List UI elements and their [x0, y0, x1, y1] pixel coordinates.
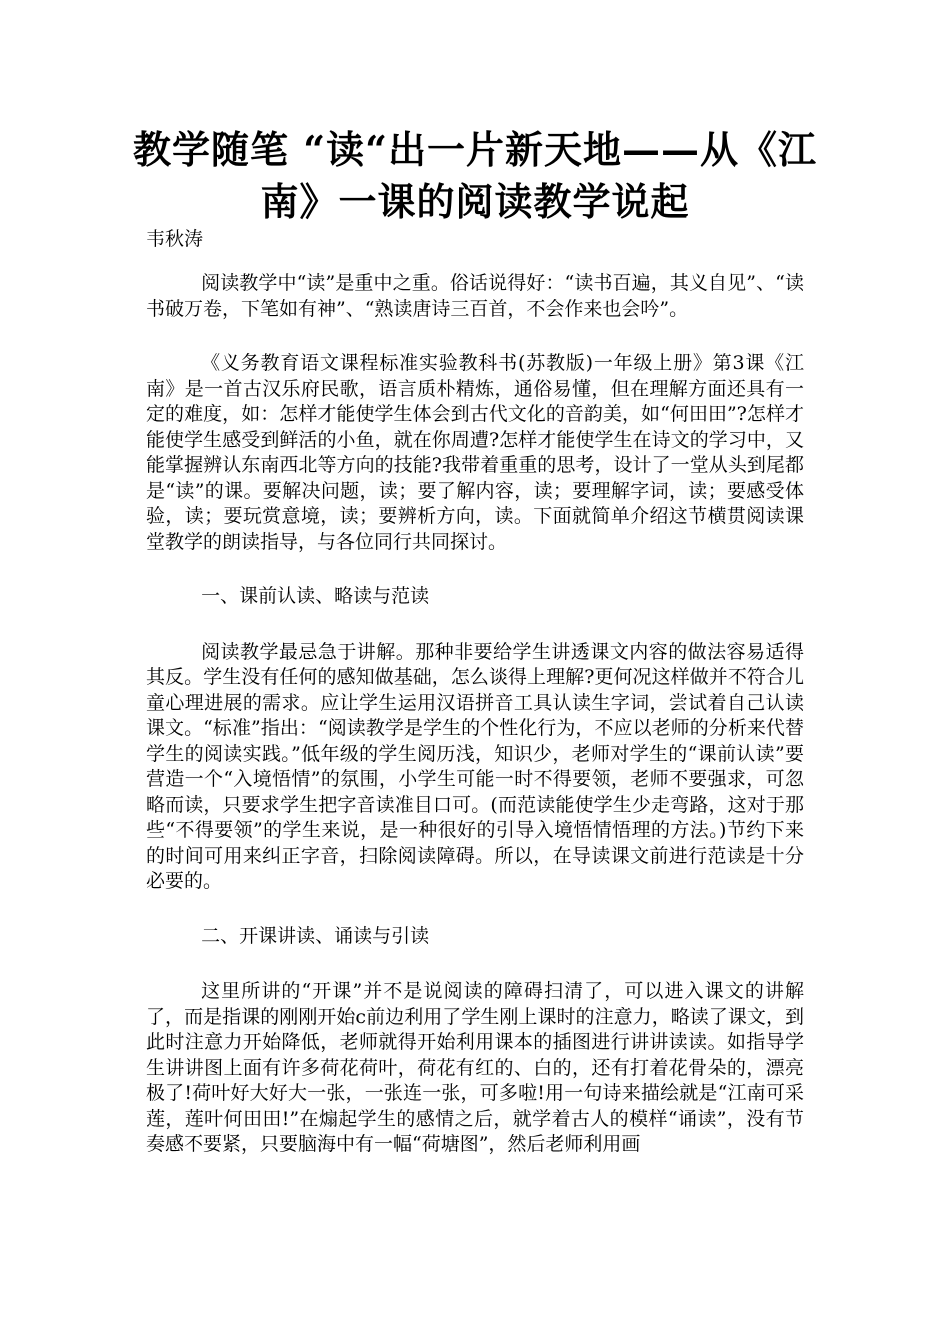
document-author: 韦秋涛: [146, 228, 204, 250]
section-heading: 二、开课讲读、诵读与引读: [201, 924, 430, 947]
section-heading: 一、课前认读、略读与范读: [201, 585, 430, 607]
body-paragraph: 《义务教育语文课程标准实验教科书(苏教版)一年级上册》第3课《江南》是一首古汉乐府民歌，语言质朴精炼，通俗易懂，但在理解方面还具有一定的难度，如：怎样才能使学生体会到古代文化的音韵美，如“何田田”?怎样才能使学生感受到鲜活的小鱼，就在你周遭?怎样才能使学生在诗文的学习中，又能掌握辨认东南西北等方向的技能?我带着重重的思考，设计了一堂从头到尾都是“读”的课。要解决问题，读；要了解内容，读；要理解字词，读；要感受体验，读；要玩赏意境，读；要辨析方向，读。下面就简单介绍这节横贯阅读课堂教学的朗读指导，与各位同行共同探讨。: [146, 352, 804, 553]
body-paragraph: 阅读教学中“读”是重中之重。俗话说得好：“读书百遍，其义自见”、“读书破万卷，下笔如有神”、“熟读唐诗三百首，不会作来也会吟”。: [146, 272, 804, 320]
document-body: [146, 271, 804, 1187]
body-paragraph: 阅读教学最忌急于讲解。那种非要给学生讲透课文内容的做法容易适得其反。学生没有任何的感知做基础，怎么谈得上理解?更何况这样做并不符合儿童心理进展的需求。应让学生运用汉语拼音工具认读生字词，尝试着自己认读课文。“标准”指出：“阅读教学是学生的个性化行为，不应以老师的分析来代替学生的阅读实践。”低年级的学生阅历浅，知识少，老师对学生的“课前认读”要营造一个“入境悟情”的氛围，小学生可能一时不得要领，老师不要强求，可忽略而读，只要求学生把字音读准目口可。(而范读能使学生少走弯路，这对于那些“不得要领”的学生来说，是一种很好的引导入境悟情悟理的方法。)节约下来的时间可用来纠正字音，扫除阅读障碍。所以，在导读课文前进行范读是十分必要的。: [146, 640, 804, 892]
body-paragraph: 这里所讲的“开课”并不是说阅读的障碍扫清了，可以进入课文的讲解了，而是指课的刚刚开始c前边利用了学生刚上课时的注意力，略读了课文，到此时注意力开始降低，老师就得开始利用课本的插图进行讲讲读读。如指导学生讲讲图上面有许多荷花荷叶，荷花有红的、白的，还有打着花骨朵的，漂亮极了!荷叶好大好大一张，一张连一张，可多啦!用一句诗来描绘就是“江南可采莲，莲叶何田田!”在煽起学生的感情之后，就学着古人的模样“诵读”，没有节奏感不要紧，只要脑海中有一幅“荷塘图”，然后老师利用画: [146, 980, 804, 1155]
document-title: 教学随笔 “读“出一片新天地——从《江南》一课的阅读教学说起: [133, 127, 817, 224]
